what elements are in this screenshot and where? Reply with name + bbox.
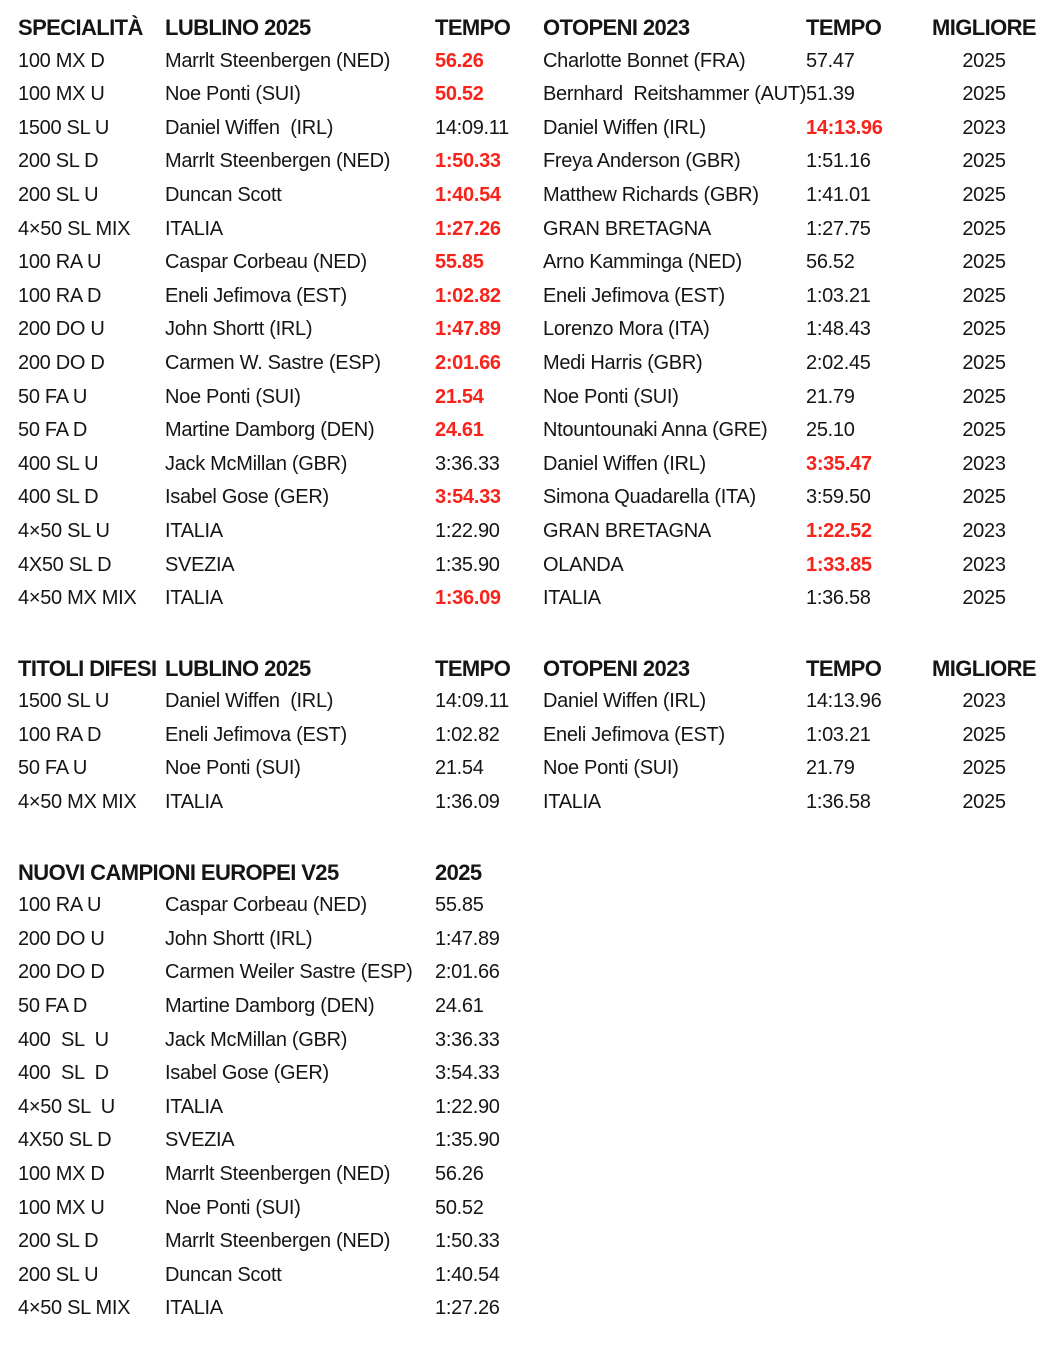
lublino-tempo-cell: 2:01.66 xyxy=(435,351,501,374)
otopeni-winner-cell: GRAN BRETAGNA xyxy=(543,519,711,542)
winner-cell: Noe Ponti (SUI) xyxy=(165,1196,301,1219)
migliore-year-cell: 2025 xyxy=(962,723,1006,746)
otopeni-winner-cell: ITALIA xyxy=(543,791,601,814)
tempo-cell: 3:54.33 xyxy=(435,1062,500,1085)
lublino-winner-cell: Marrlt Steenbergen (NED) xyxy=(165,49,391,72)
otopeni-tempo-cell: 1:36.58 xyxy=(806,791,871,814)
otopeni-tempo-cell: 14:13.96 xyxy=(806,690,882,713)
titoli-difesi-table xyxy=(18,652,1048,820)
tempo-cell: 1:50.33 xyxy=(435,1230,500,1253)
tempo-cell: 56.26 xyxy=(435,1163,484,1185)
lublino-tempo-cell: 1:50.33 xyxy=(435,150,501,173)
otopeni-tempo-cell: 1:33.85 xyxy=(806,553,872,576)
event-cell: 50 FA D xyxy=(18,995,88,1018)
lublino-tempo-cell: 3:54.33 xyxy=(435,486,501,509)
event-cell: 200 SL U xyxy=(18,183,99,206)
migliore-year-cell: 2025 xyxy=(962,183,1006,206)
event-cell: 50 FA U xyxy=(18,757,88,780)
migliore-year-cell: 2023 xyxy=(962,452,1006,475)
otopeni-tempo-cell: 1:22.52 xyxy=(806,519,872,542)
event-cell: 100 MX D xyxy=(18,1163,105,1185)
tempo-cell: 2:01.66 xyxy=(435,961,500,984)
event-cell: 400 SL D xyxy=(18,1062,109,1085)
lublino-tempo-cell: 1:35.90 xyxy=(435,553,500,576)
event-cell: 50 FA U xyxy=(18,385,88,408)
event-cell: 4×50 SL U xyxy=(18,519,110,542)
column-header: LUBLINO 2025 xyxy=(165,15,311,40)
event-cell: 400 SL U xyxy=(18,452,99,475)
lublino-winner-cell: ITALIA xyxy=(165,587,223,610)
lublino-winner-cell: Caspar Corbeau (NED) xyxy=(165,251,367,274)
winner-cell: Carmen Weiler Sastre (ESP) xyxy=(165,961,413,984)
event-cell: 4X50 SL D xyxy=(18,1129,112,1152)
otopeni-tempo-cell: 1:03.21 xyxy=(806,284,871,307)
lublino-tempo-cell: 1:22.90 xyxy=(435,519,500,542)
migliore-year-cell: 2025 xyxy=(962,419,1006,442)
otopeni-tempo-cell: 1:51.16 xyxy=(806,150,871,173)
event-cell: 4×50 MX MIX xyxy=(18,587,137,610)
lublino-winner-cell: Duncan Scott xyxy=(165,183,282,206)
winner-cell: Isabel Gose (GER) xyxy=(165,1062,329,1085)
column-header: TITOLI DIFESI xyxy=(18,655,157,681)
otopeni-winner-cell: Ntountounaki Anna (GRE) xyxy=(543,419,768,442)
otopeni-tempo-cell: 3:35.47 xyxy=(806,452,872,475)
event-cell: 4×50 SL U xyxy=(18,1095,115,1118)
otopeni-winner-cell: OLANDA xyxy=(543,553,624,576)
migliore-year-cell: 2025 xyxy=(962,49,1006,72)
otopeni-winner-cell: Bernhard Reitshammer (AUT) xyxy=(543,83,807,106)
lublino-tempo-cell: 24.61 xyxy=(435,419,484,442)
event-cell: 100 MX U xyxy=(18,1196,105,1219)
event-cell: 200 DO D xyxy=(18,351,105,374)
migliore-year-cell: 2025 xyxy=(962,757,1006,780)
event-cell: 200 SL D xyxy=(18,1230,99,1253)
otopeni-tempo-cell: 57.47 xyxy=(806,49,855,72)
event-cell: 100 RA D xyxy=(18,284,102,307)
lublino-tempo-cell: 1:36.09 xyxy=(435,587,501,610)
otopeni-winner-cell: Lorenzo Mora (ITA) xyxy=(543,318,710,341)
lublino-winner-cell: ITALIA xyxy=(165,791,223,814)
event-cell: 4×50 SL MIX xyxy=(18,217,131,240)
event-cell: 4×50 MX MIX xyxy=(18,791,137,814)
otopeni-tempo-cell: 21.79 xyxy=(806,385,855,408)
event-cell: 50 FA D xyxy=(18,419,88,442)
lublino-tempo-cell: 21.54 xyxy=(435,385,484,408)
otopeni-tempo-cell: 1:27.75 xyxy=(806,217,871,240)
event-cell: 1500 SL U xyxy=(18,690,110,713)
migliore-year-cell: 2025 xyxy=(962,150,1006,173)
winner-cell: ITALIA xyxy=(165,1297,223,1320)
event-cell: 100 RA D xyxy=(18,723,102,746)
tempo-cell: 3:36.33 xyxy=(435,1028,500,1051)
column-header: TEMPO xyxy=(806,15,882,40)
tempo-cell: 50.52 xyxy=(435,1196,484,1219)
column-header: 2025 xyxy=(435,859,482,885)
event-cell: 100 MX U xyxy=(18,83,105,106)
lublino-tempo-cell: 55.85 xyxy=(435,251,484,274)
otopeni-tempo-cell: 2:02.45 xyxy=(806,351,871,374)
migliore-year-cell: 2025 xyxy=(962,251,1006,274)
winner-cell: SVEZIA xyxy=(165,1129,235,1152)
event-cell: 100 RA U xyxy=(18,894,102,917)
lublino-winner-cell: Martine Damborg (DEN) xyxy=(165,419,375,442)
migliore-year-cell: 2025 xyxy=(962,385,1006,408)
lublino-winner-cell: Eneli Jefimova (EST) xyxy=(165,723,347,746)
migliore-year-cell: 2025 xyxy=(962,587,1006,610)
otopeni-tempo-cell: 14:13.96 xyxy=(806,116,883,139)
lublino-winner-cell: Jack McMillan (GBR) xyxy=(165,452,348,475)
lublino-tempo-cell: 1:36.09 xyxy=(435,791,500,814)
lublino-winner-cell: Noe Ponti (SUI) xyxy=(165,757,301,780)
nuovi-campioni-table xyxy=(18,856,1048,1326)
lublino-tempo-cell: 1:40.54 xyxy=(435,183,501,206)
lublino-winner-cell: ITALIA xyxy=(165,519,223,542)
column-header: TEMPO xyxy=(435,655,511,681)
migliore-year-cell: 2023 xyxy=(962,690,1006,713)
lublino-winner-cell: Marrlt Steenbergen (NED) xyxy=(165,150,391,173)
otopeni-winner-cell: Daniel Wiffen (IRL) xyxy=(543,690,706,713)
column-header: OTOPENI 2023 xyxy=(543,15,690,40)
column-header: LUBLINO 2025 xyxy=(165,655,311,681)
column-header: TEMPO xyxy=(806,655,882,681)
tempo-cell: 1:22.90 xyxy=(435,1095,500,1118)
otopeni-tempo-cell: 25.10 xyxy=(806,419,855,442)
lublino-winner-cell: Noe Ponti (SUI) xyxy=(165,385,301,408)
otopeni-tempo-cell: 51.39 xyxy=(806,83,855,106)
winner-cell: Marrlt Steenbergen (NED) xyxy=(165,1230,391,1253)
event-cell: 400 SL U xyxy=(18,1028,109,1051)
winner-cell: Marrlt Steenbergen (NED) xyxy=(165,1163,391,1185)
otopeni-tempo-cell: 1:36.58 xyxy=(806,587,871,610)
migliore-year-cell: 2025 xyxy=(962,351,1006,374)
column-header: OTOPENI 2023 xyxy=(543,655,690,681)
otopeni-winner-cell: GRAN BRETAGNA xyxy=(543,217,711,240)
otopeni-winner-cell: Noe Ponti (SUI) xyxy=(543,385,679,408)
event-cell: 4X50 SL D xyxy=(18,553,112,576)
migliore-year-cell: 2023 xyxy=(962,116,1006,139)
winner-cell: Duncan Scott xyxy=(165,1263,282,1286)
otopeni-tempo-cell: 1:03.21 xyxy=(806,723,871,746)
event-cell: 1500 SL U xyxy=(18,116,110,139)
event-cell: 100 MX D xyxy=(18,49,105,72)
migliore-year-cell: 2025 xyxy=(962,83,1006,106)
otopeni-winner-cell: Eneli Jefimova (EST) xyxy=(543,723,725,746)
lublino-winner-cell: John Shortt (IRL) xyxy=(165,318,313,341)
tempo-cell: 1:40.54 xyxy=(435,1263,500,1286)
winner-cell: Martine Damborg (DEN) xyxy=(165,995,375,1018)
migliore-year-cell: 2023 xyxy=(962,553,1006,576)
otopeni-winner-cell: Charlotte Bonnet (FRA) xyxy=(543,49,746,72)
otopeni-winner-cell: Daniel Wiffen (IRL) xyxy=(543,116,706,139)
lublino-winner-cell: Noe Ponti (SUI) xyxy=(165,83,301,106)
lublino-winner-cell: Daniel Wiffen (IRL) xyxy=(165,690,334,713)
lublino-tempo-cell: 1:47.89 xyxy=(435,318,501,341)
event-cell: 100 RA U xyxy=(18,251,102,274)
section-title: NUOVI CAMPIONI EUROPEI V25 xyxy=(18,859,339,885)
lublino-tempo-cell: 50.52 xyxy=(435,83,484,106)
otopeni-winner-cell: Freya Anderson (GBR) xyxy=(543,150,741,173)
lublino-winner-cell: Eneli Jefimova (EST) xyxy=(165,284,347,307)
otopeni-tempo-cell: 3:59.50 xyxy=(806,486,871,509)
otopeni-tempo-cell: 1:41.01 xyxy=(806,183,871,206)
lublino-tempo-cell: 1:27.26 xyxy=(435,217,501,240)
lublino-tempo-cell: 3:36.33 xyxy=(435,452,500,475)
otopeni-tempo-cell: 21.79 xyxy=(806,757,855,780)
otopeni-tempo-cell: 56.52 xyxy=(806,251,855,274)
migliore-year-cell: 2025 xyxy=(962,486,1006,509)
specialita-table xyxy=(18,11,1048,616)
lublino-tempo-cell: 14:09.11 xyxy=(435,690,509,713)
migliore-year-cell: 2025 xyxy=(962,318,1006,341)
otopeni-winner-cell: Daniel Wiffen (IRL) xyxy=(543,452,706,475)
event-cell: 200 DO U xyxy=(18,318,105,341)
event-cell: 200 SL D xyxy=(18,150,99,173)
event-cell: 200 DO D xyxy=(18,961,105,984)
event-cell: 200 DO U xyxy=(18,927,105,950)
otopeni-winner-cell: Matthew Richards (GBR) xyxy=(543,183,759,206)
tempo-cell: 24.61 xyxy=(435,995,484,1018)
migliore-year-cell: 2025 xyxy=(962,217,1006,240)
lublino-winner-cell: Isabel Gose (GER) xyxy=(165,486,329,509)
otopeni-winner-cell: ITALIA xyxy=(543,587,601,610)
winner-cell: Jack McMillan (GBR) xyxy=(165,1028,348,1051)
lublino-tempo-cell: 56.26 xyxy=(435,49,484,72)
lublino-tempo-cell: 21.54 xyxy=(435,757,484,780)
event-cell: 4×50 SL MIX xyxy=(18,1297,131,1320)
lublino-tempo-cell: 14:09.11 xyxy=(435,116,509,139)
tempo-cell: 1:47.89 xyxy=(435,927,500,950)
column-header: MIGLIORE xyxy=(932,15,1036,40)
column-header: TEMPO xyxy=(435,15,511,40)
lublino-winner-cell: Daniel Wiffen (IRL) xyxy=(165,116,334,139)
lublino-winner-cell: SVEZIA xyxy=(165,553,235,576)
lublino-winner-cell: ITALIA xyxy=(165,217,223,240)
migliore-year-cell: 2025 xyxy=(962,791,1006,814)
column-header: MIGLIORE xyxy=(932,655,1036,681)
otopeni-winner-cell: Noe Ponti (SUI) xyxy=(543,757,679,780)
otopeni-winner-cell: Eneli Jefimova (EST) xyxy=(543,284,725,307)
otopeni-winner-cell: Simona Quadarella (ITA) xyxy=(543,486,756,509)
otopeni-winner-cell: Arno Kamminga (NED) xyxy=(543,251,742,274)
winner-cell: Caspar Corbeau (NED) xyxy=(165,894,367,917)
winner-cell: ITALIA xyxy=(165,1095,223,1118)
event-cell: 400 SL D xyxy=(18,486,99,509)
tempo-cell: 55.85 xyxy=(435,894,484,917)
lublino-tempo-cell: 1:02.82 xyxy=(435,723,500,746)
tempo-cell: 1:27.26 xyxy=(435,1297,500,1320)
lublino-winner-cell: Carmen W. Sastre (ESP) xyxy=(165,351,381,374)
tempo-cell: 1:35.90 xyxy=(435,1129,500,1152)
migliore-year-cell: 2023 xyxy=(962,519,1006,542)
migliore-year-cell: 2025 xyxy=(962,284,1006,307)
lublino-tempo-cell: 1:02.82 xyxy=(435,284,501,307)
event-cell: 200 SL U xyxy=(18,1263,99,1286)
winner-cell: John Shortt (IRL) xyxy=(165,927,313,950)
otopeni-tempo-cell: 1:48.43 xyxy=(806,318,871,341)
column-header: SPECIALITÀ xyxy=(18,15,143,40)
otopeni-winner-cell: Medi Harris (GBR) xyxy=(543,351,703,374)
